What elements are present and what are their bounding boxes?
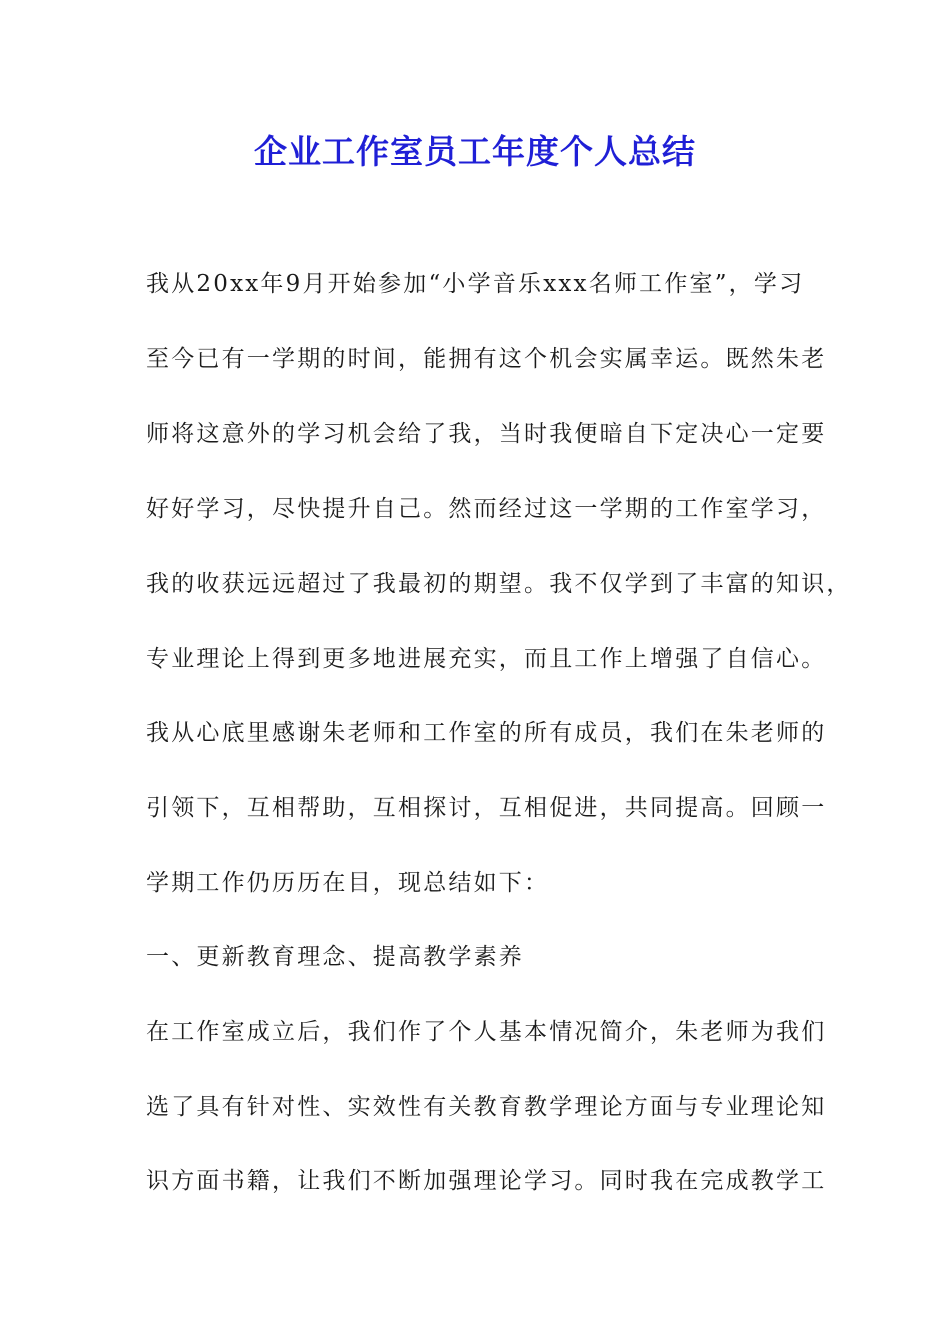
body-line-4: 好好学习，尽快提升自己。然而经过这一学期的工作室学习，: [146, 496, 827, 522]
body-line-3: 师将这意外的学习机会给了我，当时我便暗自下定决心一定要: [146, 421, 827, 447]
document-title: 企业工作室员工年度个人总结: [254, 132, 696, 171]
body-line-2: 至今已有一学期的时间，能拥有这个机会实属幸运。既然朱老: [146, 346, 827, 372]
body-line-9: 学期工作仍历历在目，现总结如下：: [146, 870, 550, 896]
body-line-8: 引领下，互相帮助，互相探讨，互相促进，共同提高。回顾一: [146, 795, 827, 821]
body-line-1: 我从20xx年9月开始参加“小学音乐xxx名师工作室”，学习: [146, 271, 805, 297]
body-line-12: 识方面书籍，让我们不断加强理论学习。同时我在完成教学工: [146, 1168, 827, 1194]
body-line-7: 我从心底里感谢朱老师和工作室的所有成员，我们在朱老师的: [146, 720, 827, 746]
body-line-6: 专业理论上得到更多地进展充实，而且工作上增强了自信心。: [146, 646, 827, 672]
body-line-10: 在工作室成立后，我们作了个人基本情况简介，朱老师为我们: [146, 1019, 827, 1045]
body-line-5: 我的收获远远超过了我最初的期望。我不仅学到了丰富的知识，: [146, 571, 852, 597]
section-heading: 一、更新教育理念、提高教学素养: [146, 944, 524, 970]
body-line-11: 选了具有针对性、实效性有关教育教学理论方面与专业理论知: [146, 1094, 827, 1120]
